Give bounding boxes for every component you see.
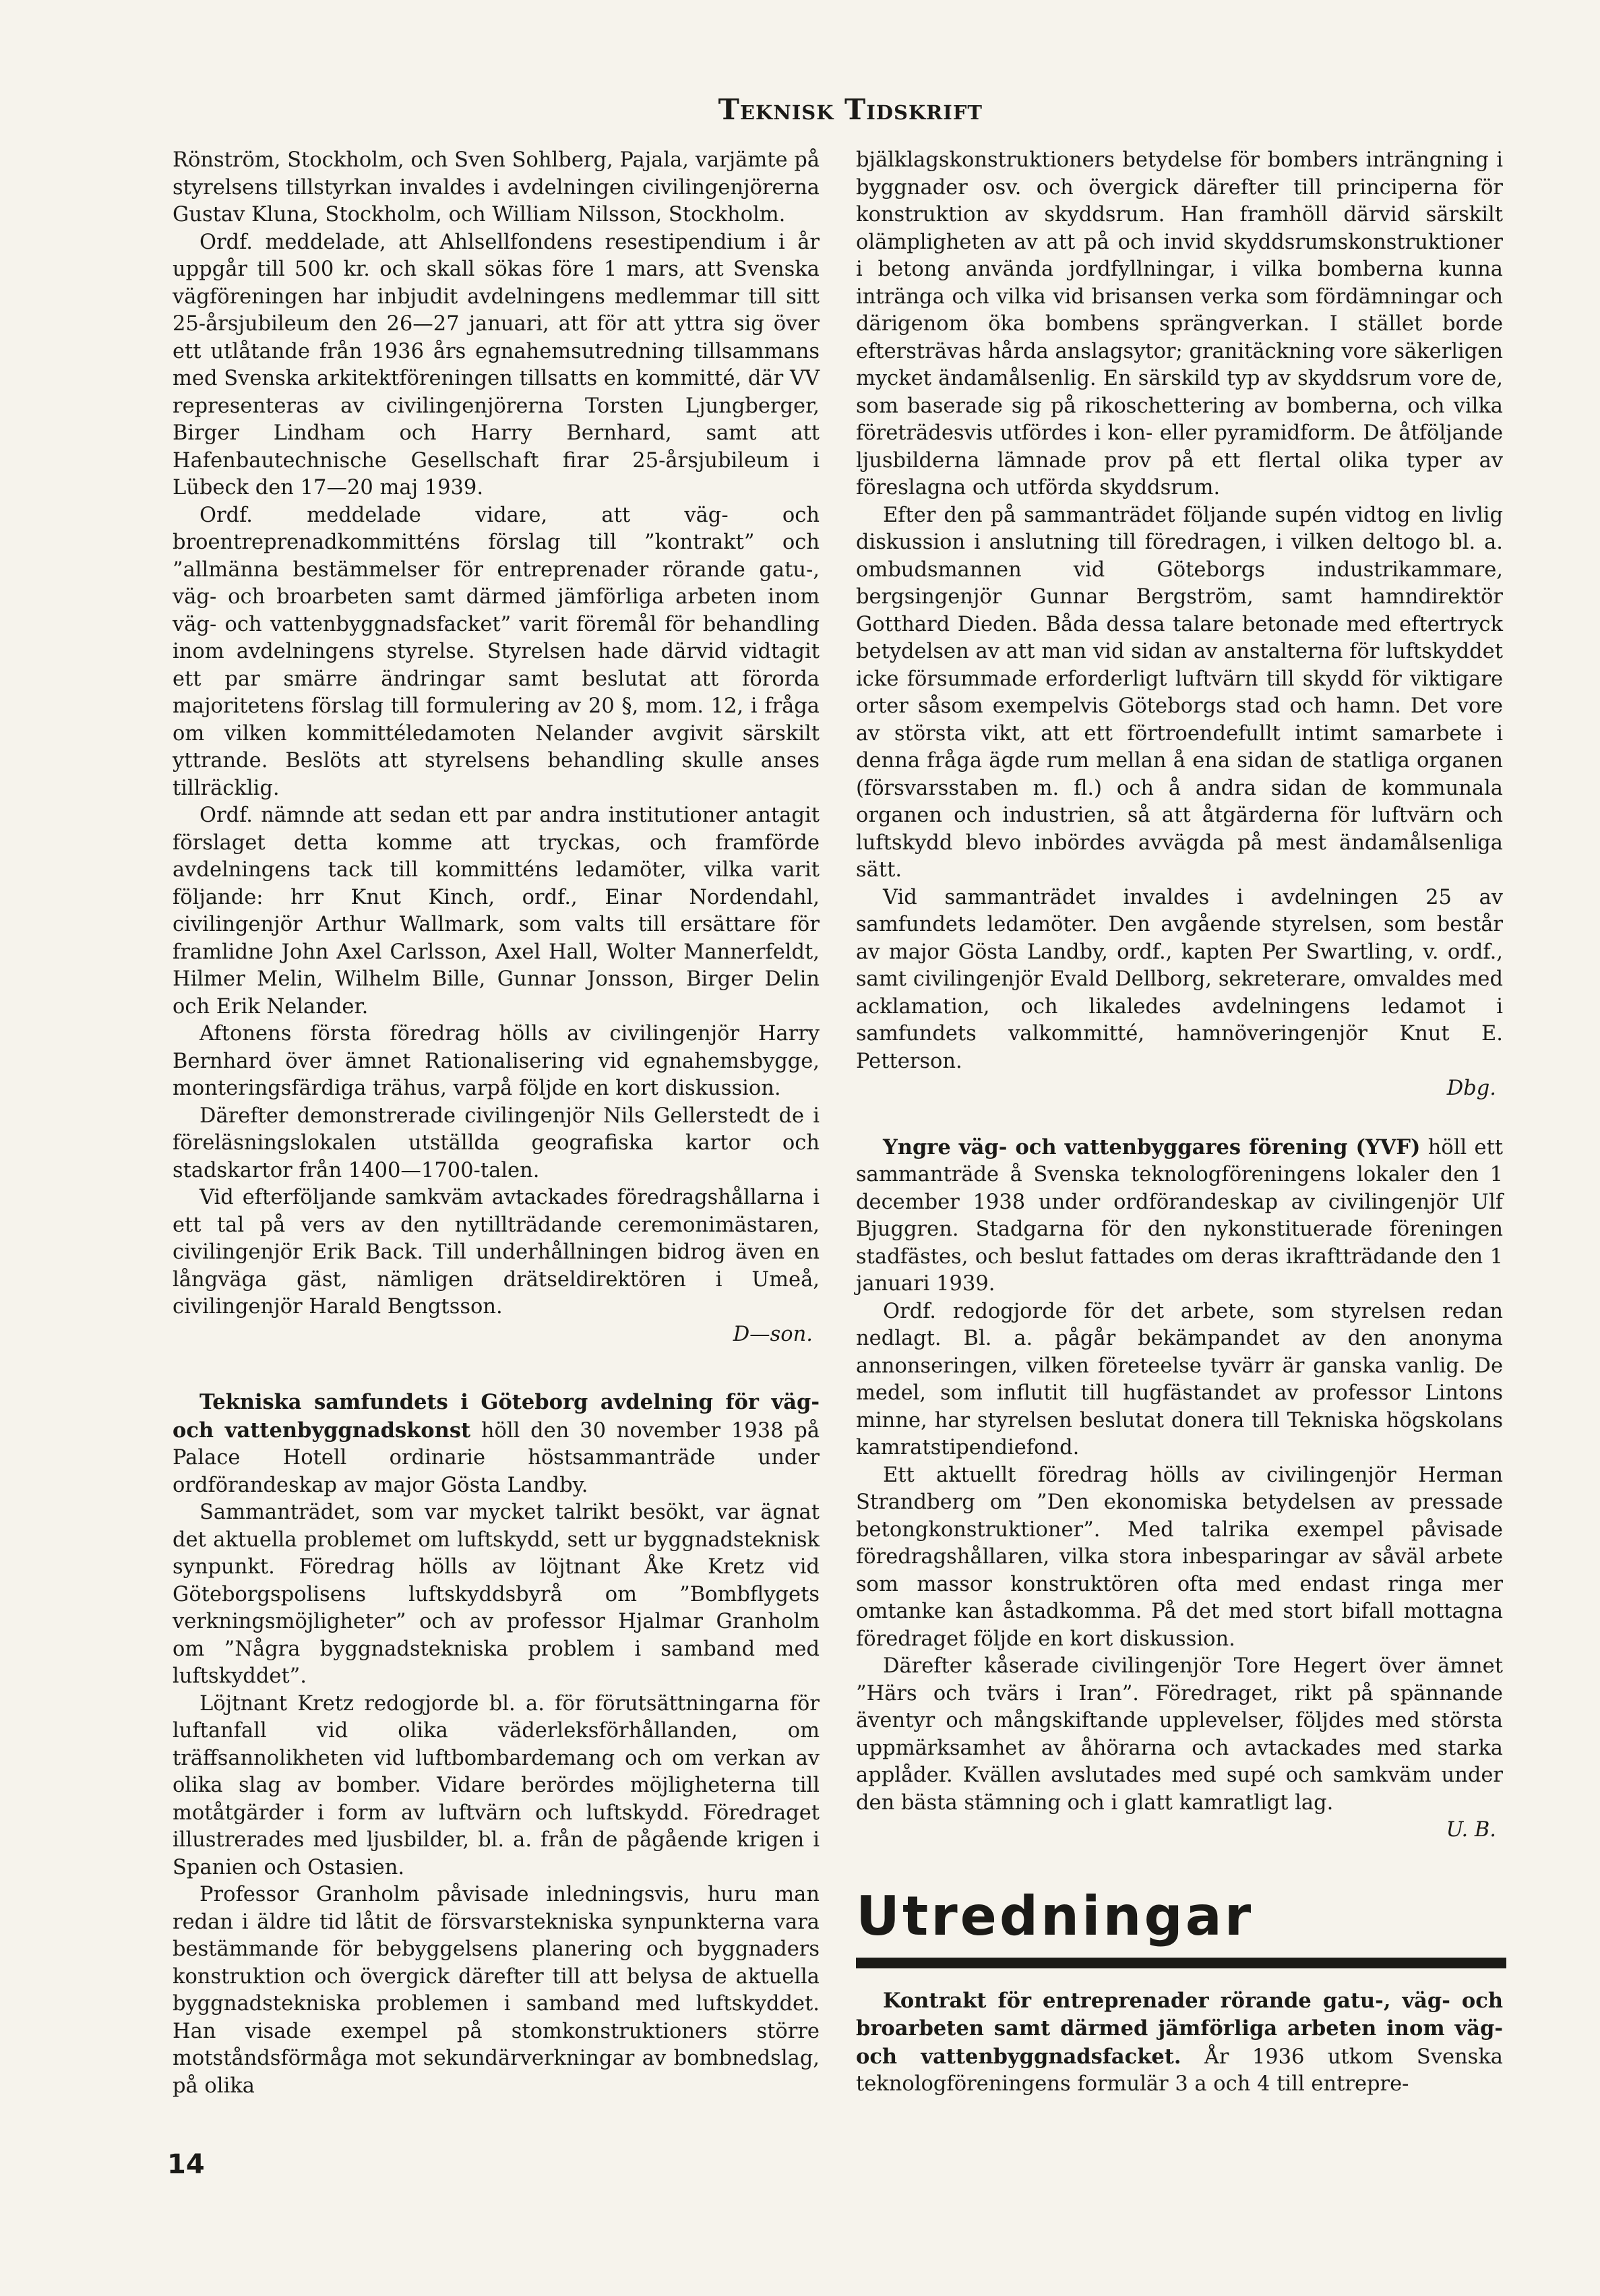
- paragraph: Efter den på sammanträdet följande supén vidtog en livlig diskussion i anslutning till föredragen, i vilken deltogo bl. a. ombudsmannen vid Göteborgs industrikammare, bergsingenjör Gunnar Bergström, samt hamndirektör Gotthard Dieden. Båda dessa talare betonade med eftertryck betydelsen av att man vid sidan av anstalterna för luftskyddet icke försummade erforderligt luftvärn till skydd för viktigare orter såsom exempelvis Göteborgs stad och hamn. Det vore av största vikt, att ett förtroendefullt intimt samarbete i denna fråga ägde rum mellan å ena sidan de statliga organen (försvarsstaben m. fl.) och å andra sidan de kommunala organen och industrien, så att åtgärderna för luftvärn och luftskydd blevo inbördes avvägda på mest ändamålsenliga sätt.: [856, 503, 1503, 882]
- left-column: [173, 147, 820, 2100]
- paragraph: Aftonens första föredrag hölls av civilingenjör Harry Bernhard över ämnet Rationalisering vid egnahemsbygge, monteringsfärdiga trähus, varpå följde en kort diskussion.: [173, 1022, 820, 1100]
- paragraph: Professor Granholm påvisade inledningsvis, huru man redan i äldre tid låtit de försvarstekniska synpunkterna vara bestämmande för bebyggelsens planering och byggnaders konstruktion och övergick därefter till att belysa de aktuella byggnadstekniska problemen i samband med luftskyddet. Han visade exempel på stomkonstruktioners större motståndsförmåga mot sekundärverkningar av bombnedslag, på olika: [173, 1883, 820, 2098]
- report-lead-paragraph: [856, 1987, 1503, 2098]
- paragraph: Ordf. meddelade, att Ahlsellfondens resestipendium i år uppgår till 500 kr. och skall sökas före 1 mars, att Svenska vägföreningen har inbjudit avdelningens medlemmar till sitt 25-årsjubileum den 26—27 januari, att för att yttra sig över ett utlåtande från 1936 års egnahemsutredning tillsammans med Svenska arkitektföreningen tillsatts en kommitté, där VV representeras av civilingenjörerna Torsten Ljungberger, Birger Lindham och Harry Bernhard, samt att Hafenbautechnische Gesellschaft firar 25-årsjubileum i Lübeck den 17—20 maj 1939.: [173, 230, 820, 500]
- paragraph: Vid efterföljande samkväm avtackades föredragshållarna i ett tal på vers av den nytillträdande ceremonimästaren, civilingenjör Erik Back. Till underhållningen bidrog även en långväga gäst, nämligen drätseldirektören i Umeå, civilingenjör Harald Bengtsson.: [173, 1186, 820, 1319]
- report-lead: Yngre väg- och vattenbyggares förening (YVF): [883, 1135, 1421, 1159]
- report-lead: Tekniska samfundets i Göteborg avdelning för väg- och vattenbyggnadskonst: [173, 1390, 820, 1443]
- report-text: År 1936 utkom Svenska teknologföreningens formulär 3 a och 4 till entrepre-: [856, 2045, 1503, 2096]
- paragraph: Ett aktuellt föredrag hölls av civilingenjör Herman Strandberg om ”Den ekonomiska betydelsen av pressade betongkonstruktioner”. Med talrika exempel påvisade föredragshållaren, vilka stora inbesparingar av såväl arbete som massor konstruktören ofta med endast ringa mer omtanke kan åstadkomma. På det med stort bifall mottagna föredraget följde en kort diskussion.: [856, 1463, 1503, 1651]
- report-lead-paragraph: [173, 1389, 820, 1499]
- section-rule: [856, 1958, 1506, 1968]
- signature: D—son.: [733, 1322, 813, 1346]
- paragraph: Vid sammanträdet invaldes i avdelningen 25 av samfundets ledamöter. Den avgående styrelsen, som består av major Gösta Landby, ordf., kapten Per Swartling, v. ordf., samt civilingenjör Evald Dellborg, sekreterare, omvaldes med acklamation, och likaledes avdelningens ledamot i samfundets valkommitté, hamnöveringenjör Knut E. Petterson.: [856, 885, 1503, 1073]
- report-text: höll den 30 november 1938 på Palace Hotell ordinarie höstsammanträde under ordförandeskap av major Gösta Landby.: [173, 1418, 820, 1497]
- paragraph: Sammanträdet, som var mycket talrikt besökt, var ägnat det aktuella problemet om luftskydd, sett ur byggnadsteknisk synpunkt. Föredrag hölls av löjtnant Åke Kretz vid Göteborgspolisens luftskyddsbyrå om ”Bombflygets verkningsmöjligheter” och av professor Hjalmar Granholm om ”Några byggnadstekniska problem i samband med luftskyddet”.: [173, 1501, 820, 1688]
- paragraph: Ordf. nämnde att sedan ett par andra institutioner antagit förslaget detta komme att tryckas, och framförde avdelningens tack till kommitténs ledamöter, vilka varit följande: hrr Knut Kinch, ordf., Einar Nordendahl, civilingenjör Arthur Wallmark, som valts till ersättare för framlidne John Axel Carlsson, Axel Hall, Wolter Mannerfeldt, Hilmer Melin, Wilhelm Bille, Gunnar Jonsson, Birger Delin och Erik Nelander.: [173, 804, 820, 1019]
- paragraph: Löjtnant Kretz redogjorde bl. a. för förutsättningarna för luftanfall vid olika väderleksförhållanden, om träffsannolikheten vid luftbombardemang och om verkan av olika slag av bomber. Vidare berördes möjligheterna till motåtgärder i form av luftvärn och luftskydd. Föredraget illustrerades med ljusbilder, bl. a. från de pågående krigen i Spanien och Ostasien.: [173, 1691, 820, 1879]
- report-lead-paragraph: [856, 1134, 1503, 1298]
- section-title: Utredningar: [856, 1884, 1254, 1947]
- journal-header: Teknisk Tidskrift: [718, 93, 983, 126]
- page-number: 14: [167, 2149, 205, 2180]
- paragraph: Därefter kåserade civilingenjör Tore Hegert över ämnet ”Härs och tvärs i Iran”. Föredraget, rikt på spännande äventyr och mångskiftande upplevelser, följdes med största uppmärksamhet av åhörarna och avtackades med starka applåder. Kvällen avslutades med supé och samkväm under den bästa stämning och i glatt kamratligt lag.: [856, 1654, 1503, 1815]
- report-text: höll ett sammanträde å Svenska teknologföreningens lokaler den 1 december 1938 under ordförandeskap av civilingenjör Ulf Bjuggren. Stadgarna för den nykonstituerade föreningen stadfästes, och beslut fattades om deras ikraftträdande den 1 januari 1939.: [856, 1135, 1504, 1296]
- paragraph: Ordf. meddelade vidare, att väg- och broentreprenadkommitténs förslag till ”kontrakt” och ”allmänna bestämmelser för entreprenader rörande gatu-, väg- och broarbeten samt därmed jämförliga arbeten inom väg- och vattenbyggnadsfacket” varit föremål för behandling inom avdelningens styrelse. Styrelsen hade därvid vidtagit ett par smärre ändringar samt beslutat att förorda majoritetens förslag till formulering av 20 §, mom. 12, i fråga om vilken kommittéledamoten Nelander avgivit särskilt yttrande. Beslöts att styrelsens behandling skulle anses tillräcklig.: [173, 503, 820, 800]
- right-column: [856, 147, 1503, 2098]
- paragraph: bjälklagskonstruktioners betydelse för bombers inträngning i byggnader osv. och övergick därefter till principerna för konstruktion av skyddsrum. Han framhöll därvid särskilt olämpligheten av att på och invid skyddsrumskonstruktioner i betong använda jordfyllningar, i vilka bomberna kunna intränga och vilka vid brisansen verka som fördämningar och därigenom öka bombens sprängverkan. I stället borde eftersträvas hårda anslagsytor; granitäckning vore säkerligen mycket ändamålsenlig. En särskild typ av skyddsrum vore de, som baserade sig på rikoschettering av bomberna, och vilka företrädesvis utfördes i kon- eller pyramidform. De åtföljande ljusbilderna lämnade prov på ett flertal olika typer av föreslagna och utförda skyddsrum.: [856, 148, 1504, 500]
- signature: Dbg.: [1446, 1077, 1496, 1100]
- paragraph: Ordf. redogjorde för det arbete, som styrelsen redan nedlagt. Bl. a. pågår bekämpandet av den anonyma annonseringen, vilken företeelse tyvärr är ganska vanlig. De medel, som influtit till hugfästandet av professor Lintons minne, har styrelsen beslutat donera till Tekniska högskolans kamratstipendiefond.: [856, 1299, 1503, 1459]
- paragraph: Därefter demonstrerade civilingenjör Nils Gellerstedt de i föreläsningslokalen utställda geografiska kartor och stadskartor från 1400—1700-talen.: [173, 1104, 820, 1182]
- report-lead: Kontrakt för entreprenader rörande gatu-, väg- och broarbeten samt därmed jämförliga arbeten inom väg- och vattenbyggnadsfacket.: [856, 1988, 1503, 2069]
- signature: U. B.: [1446, 1818, 1496, 1842]
- paragraph: Rönström, Stockholm, och Sven Sohlberg, Pajala, varjämte på styrelsens tillstyrkan invaldes i avdelningen civilingenjörerna Gustav Kluna, Stockholm, och William Nilsson, Stockholm.: [173, 148, 820, 226]
